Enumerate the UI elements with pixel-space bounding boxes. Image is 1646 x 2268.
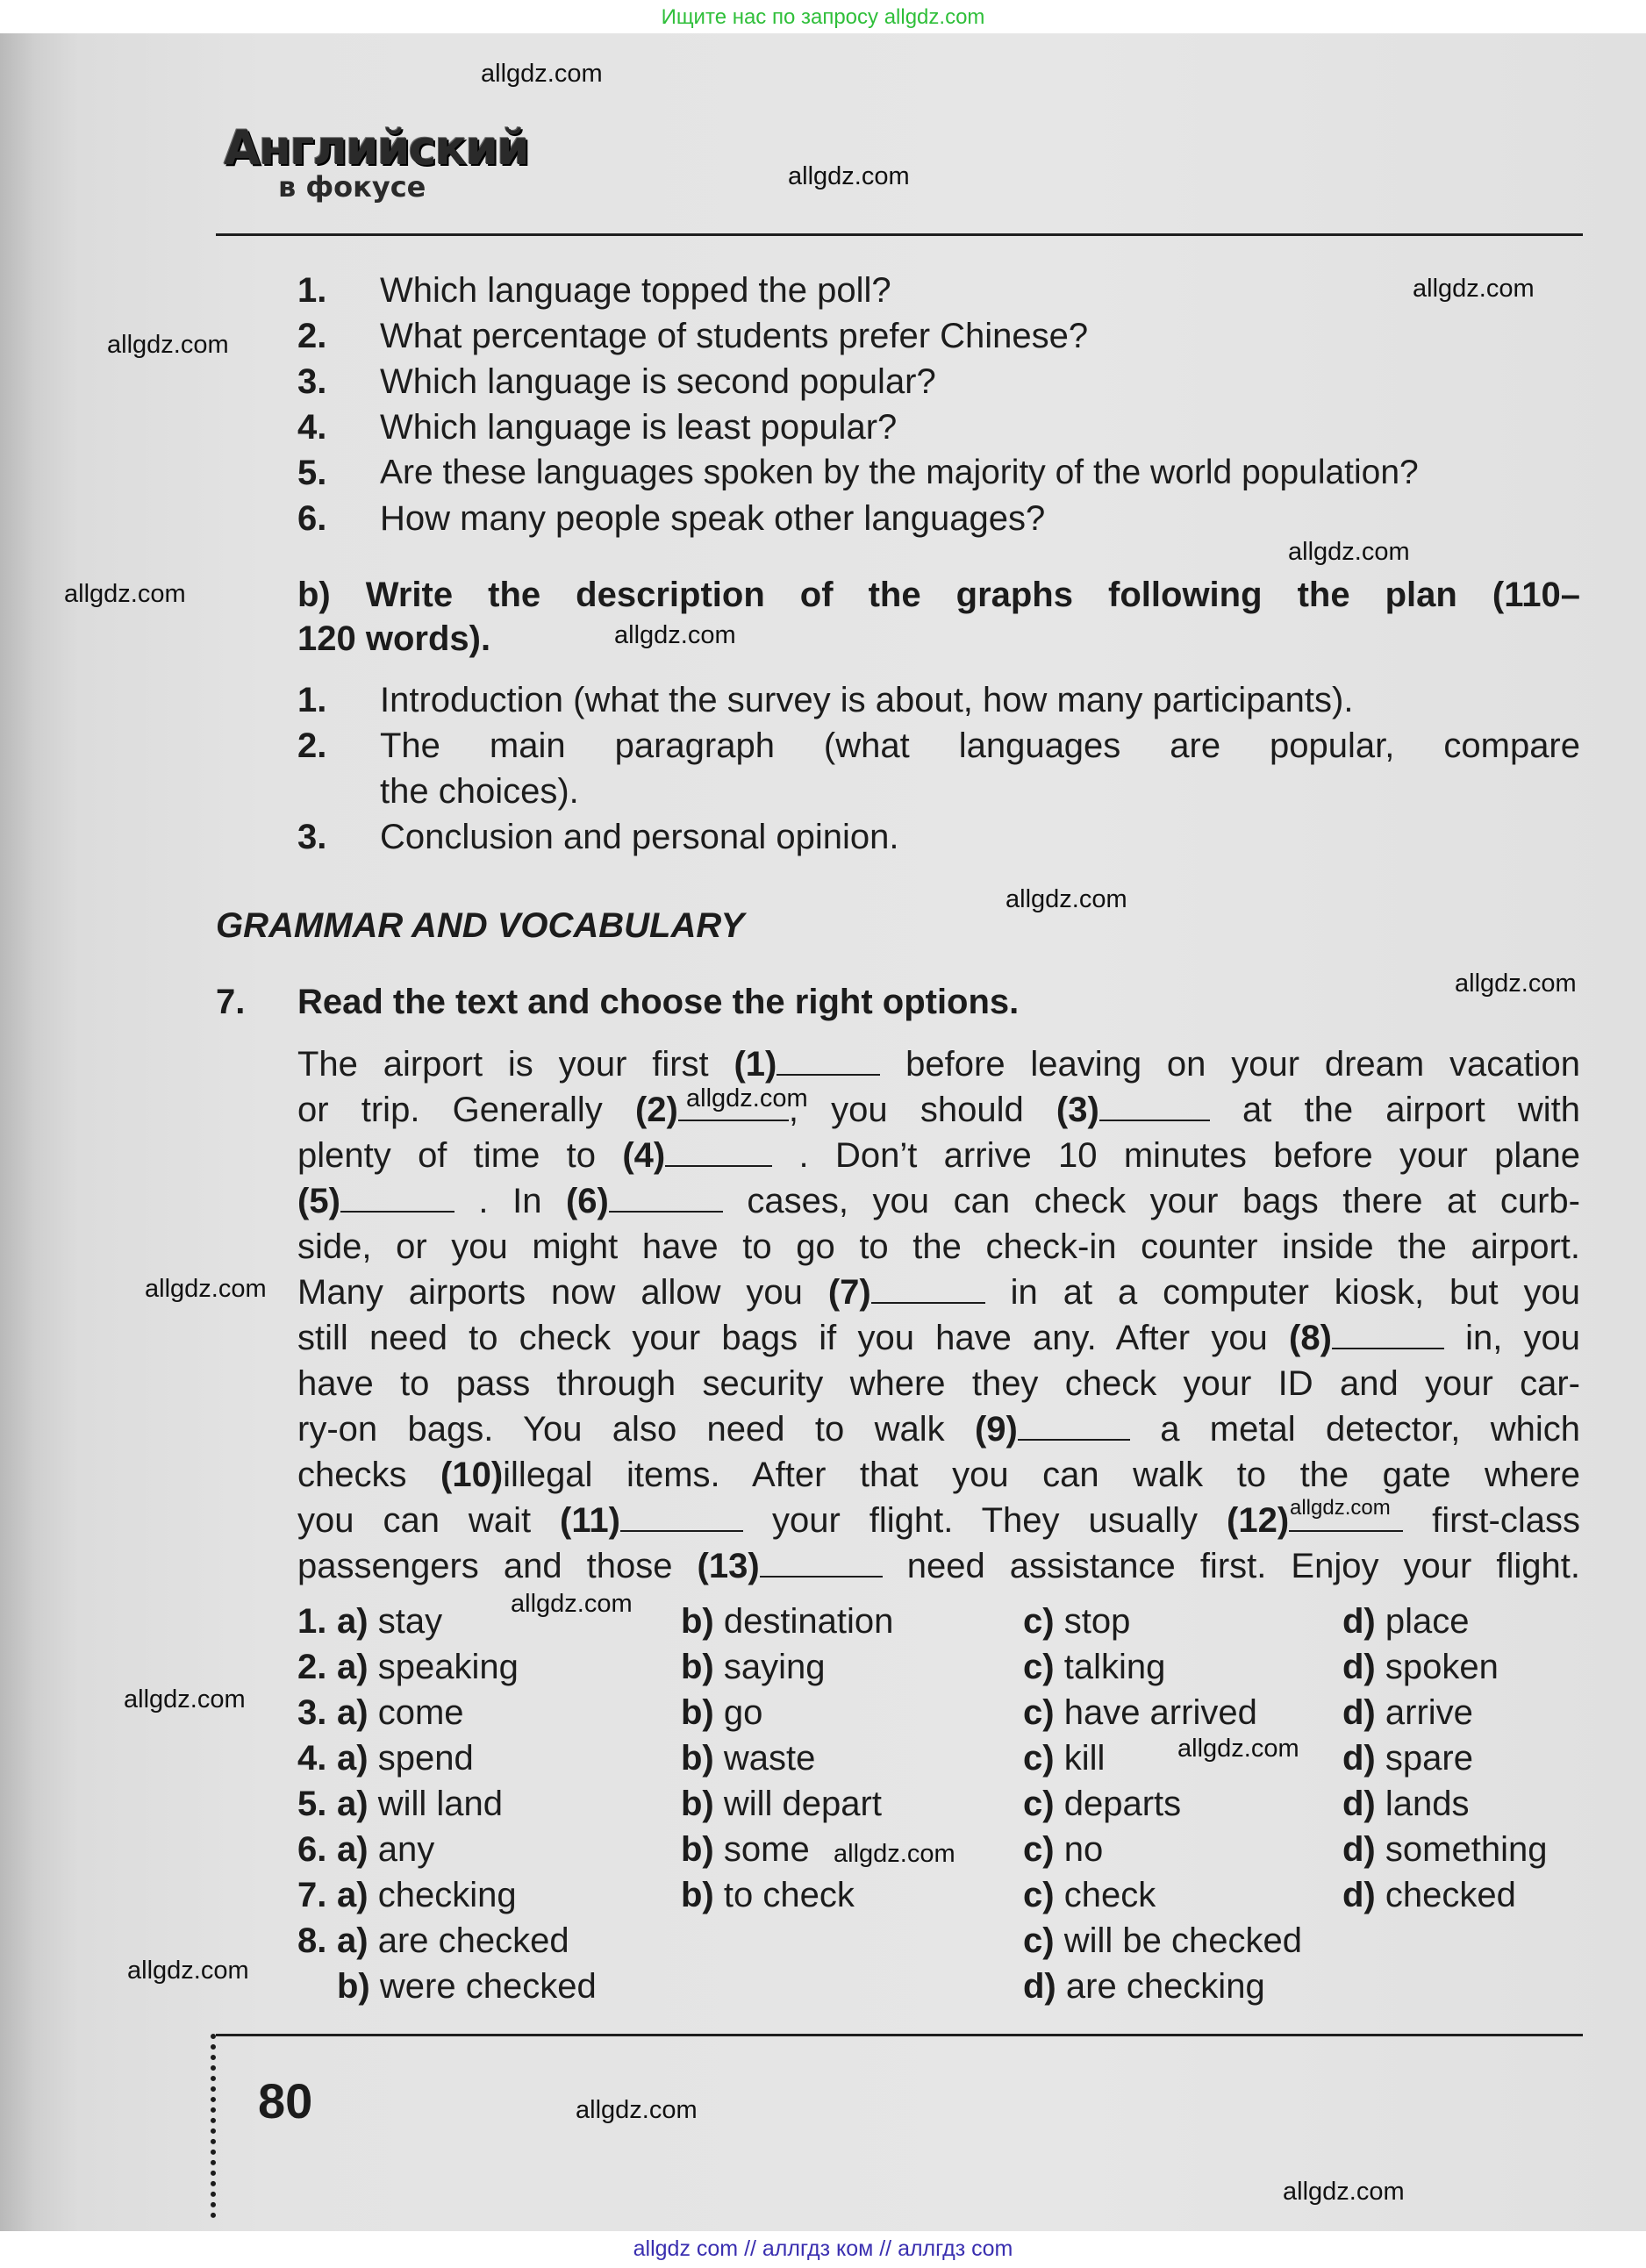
option-letter: b) bbox=[681, 1602, 714, 1641]
passage-line bbox=[297, 1270, 1580, 1315]
question-item bbox=[297, 496, 326, 541]
option-row-number: 1. bbox=[297, 1602, 327, 1641]
option-c[interactable] bbox=[1023, 1735, 1105, 1781]
option-letter: a) bbox=[337, 1648, 369, 1686]
option-text: stop bbox=[1063, 1602, 1131, 1641]
option-a[interactable] bbox=[337, 1827, 434, 1872]
gap-blank[interactable] bbox=[1099, 1090, 1210, 1121]
option-letter: b) bbox=[681, 1876, 714, 1914]
option-text: were checked bbox=[379, 1967, 597, 2006]
passage-text: The airport is your first bbox=[297, 1045, 734, 1084]
option-a[interactable] bbox=[337, 1690, 464, 1735]
gap-number: (13) bbox=[697, 1547, 760, 1585]
question-text: What percentage of students prefer Chinese? bbox=[380, 317, 1089, 355]
passage-text: . Don’t arrive 10 minutes before your plane bbox=[772, 1136, 1580, 1175]
gap-blank[interactable] bbox=[871, 1272, 985, 1304]
option-b[interactable] bbox=[681, 1872, 855, 1918]
passage-line bbox=[297, 1087, 1580, 1133]
passage-text: passengers and those bbox=[297, 1547, 698, 1585]
plan-text: The main paragraph (what languages are popular, compare bbox=[380, 726, 1580, 765]
watermark: allgdz.com bbox=[1290, 1496, 1391, 1520]
passage-text: need assistance first. Enjoy your flight. bbox=[882, 1547, 1580, 1585]
passage-text: in at a computer kiosk, but you bbox=[984, 1273, 1580, 1312]
option-letter: d) bbox=[1023, 1967, 1056, 2006]
option-c[interactable] bbox=[1023, 1644, 1165, 1690]
option-c[interactable] bbox=[1023, 1918, 1302, 1964]
option-text: are checking bbox=[1065, 1967, 1265, 2006]
passage-line bbox=[297, 1315, 1580, 1361]
option-text: spare bbox=[1385, 1739, 1473, 1778]
question-number: 3. bbox=[297, 362, 327, 401]
option-text: checked bbox=[1385, 1876, 1516, 1914]
gap-number: (3) bbox=[1056, 1091, 1099, 1129]
option-row-number: 7. bbox=[297, 1876, 327, 1914]
watermark: allgdz.com bbox=[614, 621, 736, 649]
option-a[interactable] bbox=[337, 1781, 503, 1827]
option-letter: a) bbox=[337, 1921, 369, 1960]
option-text: departs bbox=[1063, 1785, 1182, 1823]
passage-text: ry-on bags. You also need to walk bbox=[297, 1410, 975, 1449]
option-text: speaking bbox=[377, 1648, 519, 1686]
option-text: will depart bbox=[723, 1785, 882, 1823]
option-letter: c) bbox=[1023, 1693, 1055, 1732]
option-a[interactable] bbox=[337, 1918, 569, 1964]
question-number: 6. bbox=[297, 499, 327, 538]
option-letter: a) bbox=[337, 1785, 369, 1823]
option-text: spend bbox=[377, 1739, 474, 1778]
option-letter: c) bbox=[1023, 1876, 1055, 1914]
option-text: spoken bbox=[1385, 1648, 1499, 1686]
gap-number: (8) bbox=[1289, 1319, 1332, 1357]
watermark: allgdz.com bbox=[127, 1957, 249, 1985]
passage-text: , you should bbox=[788, 1091, 1056, 1129]
option-text: talking bbox=[1063, 1648, 1166, 1686]
passage-text: your flight. They usually bbox=[742, 1501, 1227, 1540]
gap-number: (7) bbox=[827, 1273, 871, 1312]
watermark: allgdz.com bbox=[1455, 969, 1577, 998]
option-d[interactable] bbox=[1342, 1827, 1547, 1872]
passage-line bbox=[297, 1361, 1580, 1406]
plan-number: 2. bbox=[297, 726, 327, 765]
option-letter: b) bbox=[681, 1739, 714, 1778]
passage-text: side, or you might have to go to the check-in counter inside the airport. bbox=[297, 1227, 1580, 1266]
gap-number: (1) bbox=[734, 1045, 777, 1084]
option-a[interactable] bbox=[337, 1599, 442, 1644]
passage-line bbox=[297, 1178, 1580, 1224]
option-d[interactable] bbox=[1342, 1735, 1473, 1781]
option-letter: d) bbox=[1342, 1693, 1376, 1732]
gap-number: (9) bbox=[974, 1410, 1018, 1449]
option-letter: d) bbox=[1342, 1739, 1376, 1778]
passage-text: before leaving on your dream vacation bbox=[880, 1045, 1580, 1084]
question-number: 4. bbox=[297, 408, 327, 447]
passage-line bbox=[297, 1543, 1580, 1589]
option-letter: b) bbox=[681, 1693, 714, 1732]
option-c[interactable] bbox=[1023, 1827, 1103, 1872]
gap-number: (4) bbox=[622, 1136, 666, 1175]
option-text: any bbox=[377, 1830, 435, 1869]
bottom-banner[interactable]: allgdz com // аллгдз ком // аллгдз com bbox=[633, 2236, 1013, 2261]
page-number: 80 bbox=[258, 2073, 313, 2128]
passage-line bbox=[297, 1041, 1580, 1087]
option-text: saying bbox=[723, 1648, 826, 1686]
option-letter: c) bbox=[1023, 1602, 1055, 1641]
passage-text: a metal detector, which bbox=[1129, 1410, 1581, 1449]
question-number: 5. bbox=[297, 454, 327, 492]
question-item bbox=[297, 268, 326, 313]
task-b-line2: 120 words). bbox=[297, 619, 491, 658]
question-text: How many people speak other languages? bbox=[380, 499, 1046, 538]
question-item bbox=[297, 359, 326, 404]
section-heading: GRAMMAR AND VOCABULARY bbox=[216, 906, 745, 945]
passage-text: in, you bbox=[1443, 1319, 1580, 1357]
watermark: allgdz.com bbox=[124, 1685, 246, 1714]
option-letter: b) bbox=[337, 1967, 370, 2006]
option-c[interactable] bbox=[1023, 1599, 1130, 1644]
option-b[interactable] bbox=[681, 1781, 882, 1827]
gap-blank[interactable] bbox=[340, 1181, 454, 1213]
gap-blank[interactable] bbox=[620, 1500, 743, 1532]
option-text: are checked bbox=[377, 1921, 569, 1960]
watermark: allgdz.com bbox=[576, 2096, 698, 2124]
watermark: allgdz.com bbox=[64, 580, 186, 608]
exercise-instruction: Read the text and choose the right options. bbox=[297, 983, 1020, 1021]
question-text: Which language is second popular? bbox=[380, 362, 936, 401]
option-letter: a) bbox=[337, 1830, 369, 1869]
gap-number: (10) bbox=[440, 1456, 504, 1494]
option-c[interactable] bbox=[1023, 1690, 1257, 1735]
option-letter: a) bbox=[337, 1602, 369, 1641]
question-item bbox=[297, 450, 326, 496]
passage-line bbox=[297, 1452, 1580, 1498]
option-d[interactable] bbox=[1342, 1781, 1470, 1827]
passage-text: first-class bbox=[1403, 1501, 1581, 1540]
passage-line bbox=[297, 1133, 1580, 1178]
option-text: destination bbox=[723, 1602, 894, 1641]
gap-blank[interactable] bbox=[1332, 1318, 1444, 1349]
option-text: some bbox=[723, 1830, 810, 1869]
option-row-number: 3. bbox=[297, 1693, 327, 1732]
passage-text: have to pass through security where they check your ID and your car- bbox=[297, 1364, 1580, 1403]
top-banner[interactable]: Ищите нас по запросу allgdz.com bbox=[661, 5, 985, 29]
option-text: waste bbox=[723, 1739, 816, 1778]
option-d[interactable] bbox=[1342, 1644, 1499, 1690]
option-d[interactable] bbox=[1023, 1964, 1265, 2009]
option-letter: b) bbox=[681, 1785, 714, 1823]
gap-number: (5) bbox=[297, 1182, 340, 1220]
option-d[interactable] bbox=[1342, 1872, 1516, 1918]
gap-blank[interactable] bbox=[760, 1546, 883, 1578]
option-b[interactable] bbox=[337, 1964, 597, 2009]
logo-subtitle: в фокусе bbox=[278, 170, 426, 204]
option-d[interactable] bbox=[1342, 1599, 1470, 1644]
watermark: allgdz.com bbox=[1005, 885, 1127, 913]
watermark: allgdz.com bbox=[1413, 275, 1535, 303]
option-b[interactable] bbox=[681, 1735, 815, 1781]
watermark: allgdz.com bbox=[481, 60, 603, 88]
option-row-number: 4. bbox=[297, 1739, 327, 1778]
option-letter: c) bbox=[1023, 1785, 1055, 1823]
option-letter: d) bbox=[1342, 1648, 1376, 1686]
option-a[interactable] bbox=[337, 1735, 474, 1781]
book-logo bbox=[224, 120, 528, 204]
option-letter: b) bbox=[681, 1648, 714, 1686]
option-c[interactable] bbox=[1023, 1872, 1156, 1918]
passage-text: still need to check your bags if you have any. After you bbox=[297, 1319, 1289, 1357]
watermark: allgdz.com bbox=[1288, 538, 1410, 566]
logo-title: Английский bbox=[224, 120, 528, 175]
option-row-number: 5. bbox=[297, 1785, 327, 1823]
passage-line bbox=[297, 1224, 1580, 1270]
gap-blank[interactable] bbox=[776, 1044, 880, 1076]
option-letter: c) bbox=[1023, 1739, 1055, 1778]
gap-number: (11) bbox=[560, 1501, 620, 1540]
question-item bbox=[297, 404, 326, 450]
option-text: will be checked bbox=[1063, 1921, 1302, 1960]
option-text: will land bbox=[377, 1785, 503, 1823]
footer-rule bbox=[216, 2034, 1583, 2036]
plan-text: Introduction (what the survey is about, how many participants). bbox=[380, 681, 1354, 719]
option-text: no bbox=[1063, 1830, 1104, 1869]
watermark: allgdz.com bbox=[686, 1084, 808, 1113]
gap-blank[interactable] bbox=[665, 1135, 772, 1167]
plan-number: 3. bbox=[297, 818, 327, 856]
option-b[interactable] bbox=[681, 1690, 762, 1735]
option-b[interactable] bbox=[681, 1599, 893, 1644]
option-letter: c) bbox=[1023, 1921, 1055, 1960]
option-text: place bbox=[1385, 1602, 1470, 1641]
watermark: allgdz.com bbox=[511, 1590, 633, 1618]
plan-text: Conclusion and personal opinion. bbox=[380, 818, 899, 856]
option-a[interactable] bbox=[337, 1872, 517, 1918]
option-text: something bbox=[1385, 1830, 1548, 1869]
gap-number: (6) bbox=[565, 1182, 609, 1220]
option-text: checking bbox=[377, 1876, 517, 1914]
passage-text: cases, you can check your bags there at curb- bbox=[722, 1182, 1580, 1220]
passage-text: . In bbox=[454, 1182, 566, 1220]
option-text: to check bbox=[723, 1876, 855, 1914]
option-text: stay bbox=[377, 1602, 443, 1641]
question-number: 2. bbox=[297, 317, 327, 355]
watermark: allgdz.com bbox=[107, 331, 229, 359]
passage-text: illegal items. After that you can walk to the gate where bbox=[503, 1456, 1580, 1494]
option-text: go bbox=[723, 1693, 763, 1732]
option-letter: d) bbox=[1342, 1830, 1376, 1869]
question-item bbox=[297, 313, 326, 359]
question-text: Which language is least popular? bbox=[380, 408, 898, 447]
task-b-line1: b) Write the description of the graphs following the plan (110– bbox=[297, 576, 1580, 614]
plan-number: 1. bbox=[297, 681, 327, 719]
question-text: Which language topped the poll? bbox=[380, 271, 891, 310]
option-d[interactable] bbox=[1342, 1690, 1473, 1735]
option-text: arrive bbox=[1385, 1693, 1473, 1732]
passage-line bbox=[297, 1406, 1580, 1452]
option-letter: c) bbox=[1023, 1648, 1055, 1686]
passage-text: or trip. Generally bbox=[297, 1091, 635, 1129]
option-text: have arrived bbox=[1063, 1693, 1257, 1732]
option-letter: d) bbox=[1342, 1602, 1376, 1641]
watermark: allgdz.com bbox=[1177, 1735, 1299, 1763]
passage-text: plenty of time to bbox=[297, 1136, 623, 1175]
passage-text: at the airport with bbox=[1209, 1091, 1580, 1129]
plan-text-cont: the choices). bbox=[380, 772, 579, 811]
passage-text: Many airports now allow you bbox=[297, 1273, 828, 1312]
watermark: allgdz.com bbox=[1283, 2178, 1405, 2206]
option-row-number: 2. bbox=[297, 1648, 327, 1686]
option-a[interactable] bbox=[337, 1644, 519, 1690]
option-row-number: 8. bbox=[297, 1921, 327, 1960]
option-letter: a) bbox=[337, 1693, 369, 1732]
watermark: allgdz.com bbox=[788, 162, 910, 190]
watermark: allgdz.com bbox=[834, 1840, 955, 1868]
gap-number: (2) bbox=[634, 1091, 678, 1129]
footer-dots bbox=[211, 2034, 216, 2218]
gap-blank[interactable] bbox=[1018, 1409, 1130, 1441]
option-letter: c) bbox=[1023, 1830, 1055, 1869]
gap-number: (12) bbox=[1227, 1501, 1290, 1540]
option-c[interactable] bbox=[1023, 1781, 1181, 1827]
option-text: kill bbox=[1063, 1739, 1106, 1778]
option-letter: a) bbox=[337, 1876, 369, 1914]
option-text: come bbox=[377, 1693, 464, 1732]
option-letter: a) bbox=[337, 1739, 369, 1778]
option-text: lands bbox=[1385, 1785, 1470, 1823]
passage-text: checks bbox=[297, 1456, 441, 1494]
option-b[interactable] bbox=[681, 1644, 826, 1690]
watermark: allgdz.com bbox=[145, 1275, 267, 1303]
passage-text: you can wait bbox=[297, 1501, 561, 1540]
gap-blank[interactable] bbox=[609, 1181, 723, 1213]
question-number: 1. bbox=[297, 271, 327, 310]
header-rule bbox=[216, 233, 1583, 236]
option-text: check bbox=[1063, 1876, 1156, 1914]
option-letter: d) bbox=[1342, 1785, 1376, 1823]
exercise-number: 7. bbox=[216, 983, 246, 1021]
option-b[interactable] bbox=[681, 1827, 810, 1872]
option-row-number: 6. bbox=[297, 1830, 327, 1869]
question-text: Are these languages spoken by the majority of the world population? bbox=[380, 454, 1419, 491]
option-letter: b) bbox=[681, 1830, 714, 1869]
option-letter: d) bbox=[1342, 1876, 1376, 1914]
